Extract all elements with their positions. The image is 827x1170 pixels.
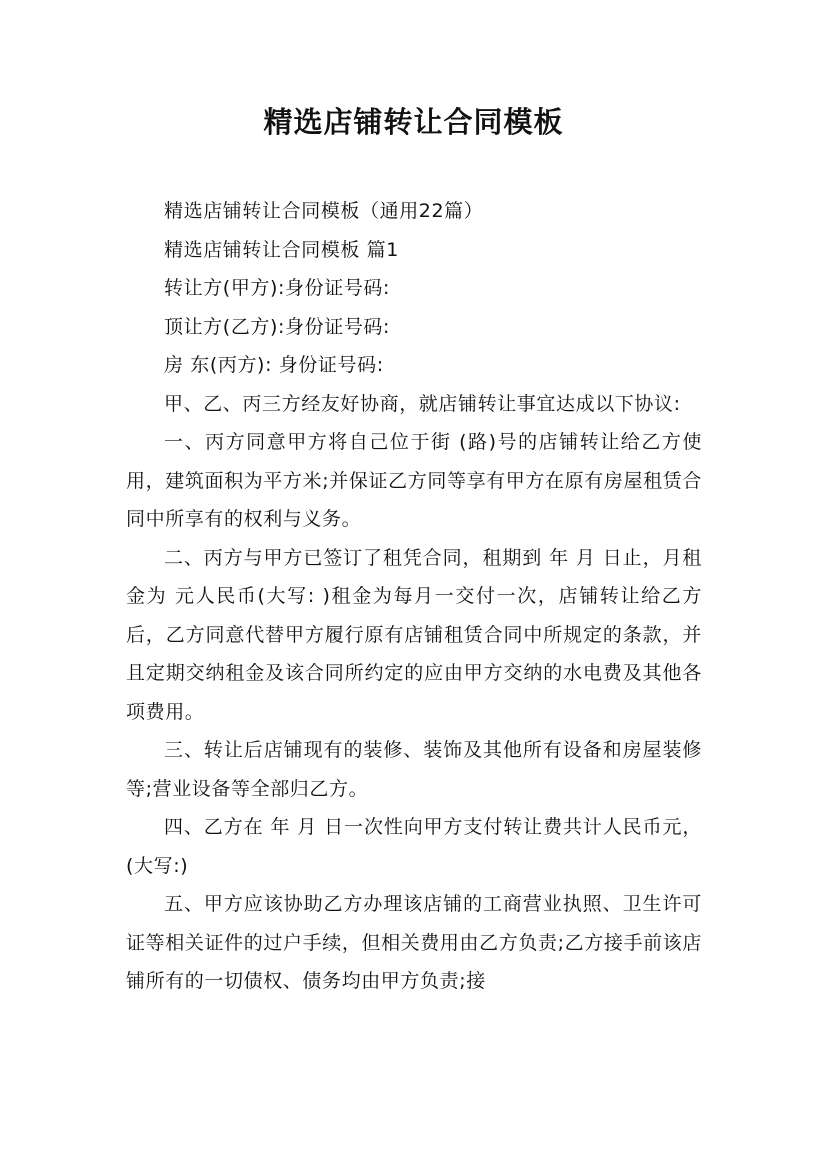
paragraph-party-a: 转让方(甲方):身份证号码: [164,277,391,299]
paragraph-preamble: 甲、乙、丙三方经友好协商，就店铺转让事宜达成以下协议: [164,392,681,415]
paragraph-party-b: 顶让方(乙方):身份证号码: [164,315,391,338]
paragraph-clause-1: 一、丙方同意甲方将自己位于街 (路)号的店铺转让给乙方使用，建筑面积为平方米;并保证乙方同等享有甲方在原有房屋租赁合同中所享有的权利与义务。 [126,431,702,530]
paragraph-section-heading: 精选店铺转让合同模板 篇1 [164,238,399,261]
paragraph-clause-5: 五、甲方应该协助乙方办理该店铺的工商营业执照、卫生许可证等相关证件的过户手续，但相关费用由乙方负责;乙方接手前该店铺所有的一切债权、债务均由甲方负责;接 [126,893,702,992]
document-body [126,192,702,1001]
document-title: 精选店铺转让合同模板 [263,105,564,139]
paragraph-party-c: 房 东(丙方): 身份证号码: [164,354,384,376]
paragraph-clause-3: 三、转让后店铺现有的装修、装饰及其他所有设备和房屋装修等;营业设备等全部归乙方。 [126,739,702,800]
paragraph-subtitle: 精选店铺转让合同模板（通用22篇） [164,200,484,222]
paragraph-clause-4: 四、乙方在 年 月 日一次性向甲方支付转让费共计人民币元，(大写:) [126,816,702,877]
paragraph-clause-2: 二、丙方与甲方已签订了租凭合同，租期到 年 月 日止，月租金为 元人民币(大写: )租金为每月一交付一次，店铺转让给乙方后，乙方同意代替甲方履行原有店铺租赁合同中所规定的条款，并且定期交纳租金及该合同所约定的应由甲方交纳的水电费及其他各项费用。 [126,546,702,723]
